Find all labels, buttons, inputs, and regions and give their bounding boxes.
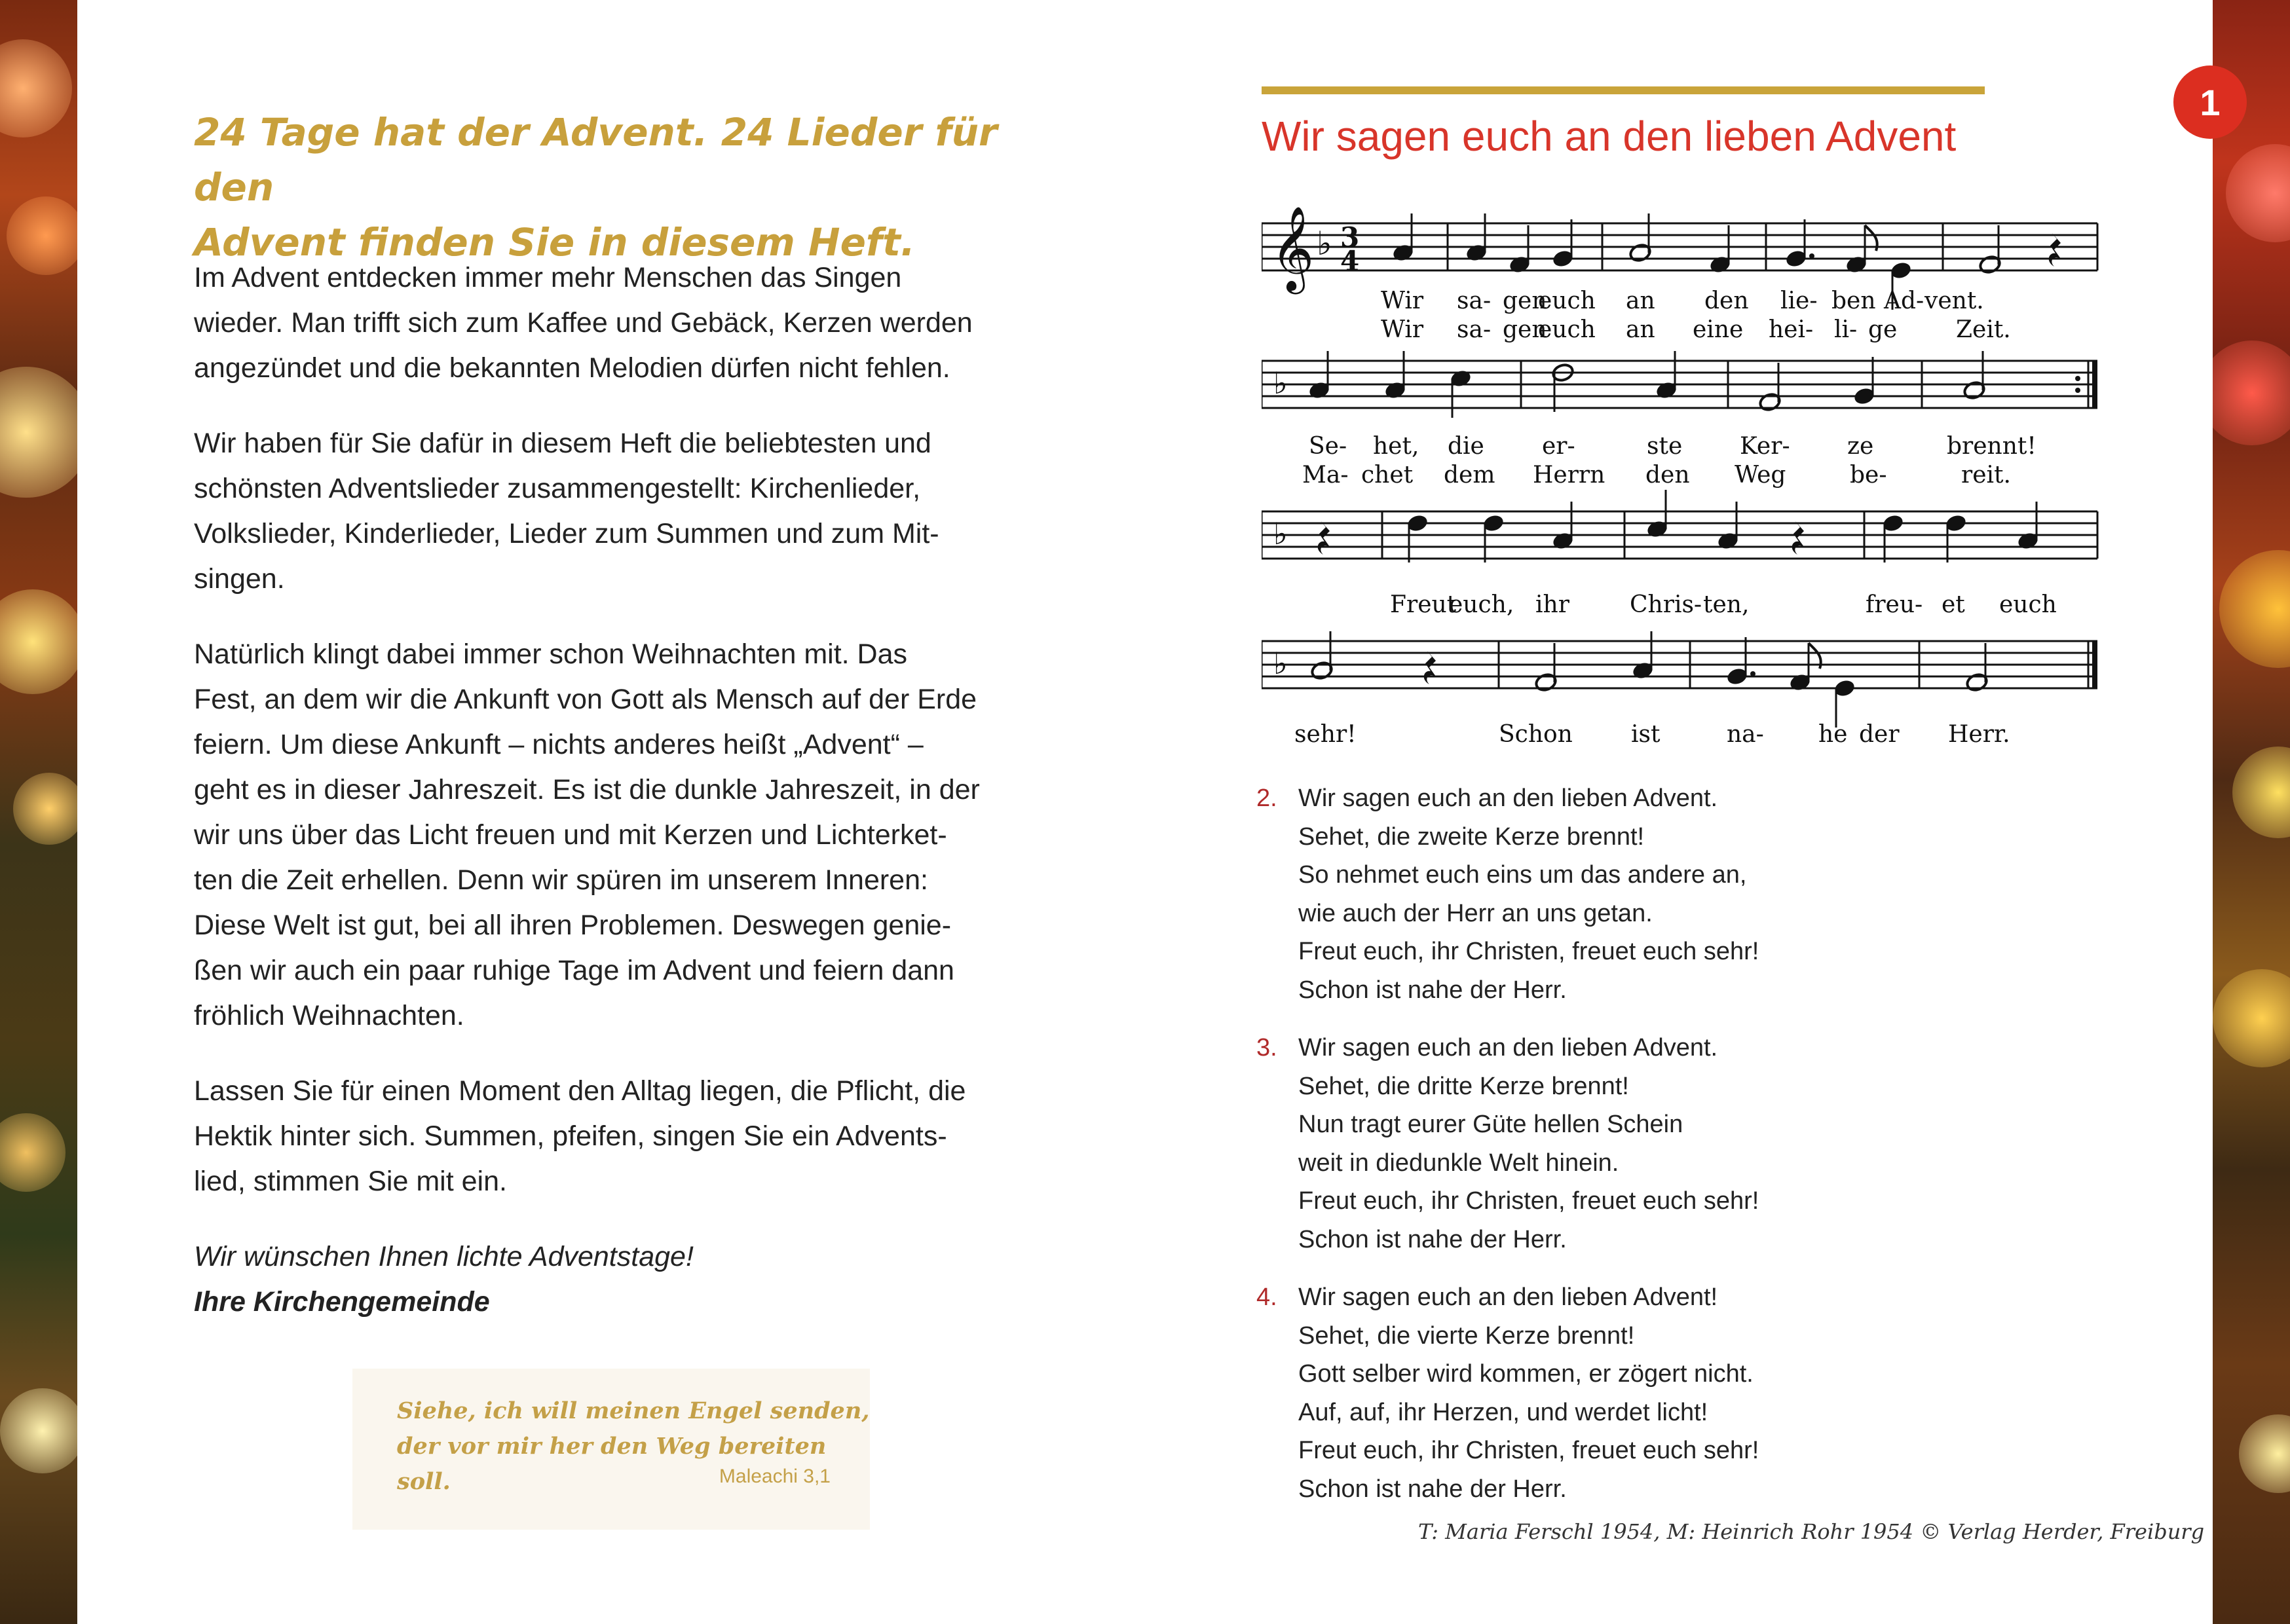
lyric-syllable: Herr. — [1948, 721, 2010, 748]
lyrics-line-1b — [1381, 316, 2011, 343]
verse-line: wie auch der Herr an uns getan. — [1298, 899, 1653, 927]
flat-icon: ♭ — [1317, 225, 1332, 263]
verse-number: 4. — [1256, 1283, 1277, 1311]
notes-staff-3 — [1318, 490, 2040, 563]
bokeh-photo-left — [0, 0, 77, 1624]
lyric-syllable: gen — [1503, 316, 1547, 343]
lyric-syllable: na- — [1727, 721, 1764, 748]
lyric-syllable: euch — [1999, 591, 2057, 618]
lyric-syllable: be- — [1850, 462, 1887, 489]
lyric-syllable: ten, — [1703, 591, 1750, 618]
intro-heading-line: 24 Tage hat der Advent. 24 Lieder für den — [194, 110, 998, 210]
lyric-syllable: ben — [1831, 287, 1876, 314]
lyric-syllable: reit. — [1961, 462, 2011, 489]
lyrics-line-4 — [1294, 721, 2010, 748]
lyric-syllable: die — [1448, 433, 1484, 460]
lyric-syllable: sa- — [1457, 316, 1492, 343]
time-signature-top: 3 — [1340, 221, 1360, 253]
flat-icon: ♭ — [1273, 646, 1288, 681]
verse — [1256, 1278, 1898, 1508]
lyric-syllable: Zeit. — [1956, 316, 2011, 343]
lyric-syllable: het, — [1373, 433, 1419, 460]
verse-line: Schon ist nahe der Herr. — [1298, 1475, 1567, 1503]
lyric-syllable: he — [1818, 721, 1848, 748]
page-number-badge: 1 — [2173, 65, 2247, 139]
lyric-syllable: lie- — [1780, 287, 1818, 314]
verse-line: weit in diedunkle Welt hinein. — [1298, 1149, 1619, 1177]
lyric-syllable: ste — [1647, 433, 1683, 460]
notes-staff-4 — [1310, 631, 1989, 728]
lyric-syllable: an — [1626, 287, 1655, 314]
verse-line: Gott selber wird kommen, er zögert nicht. — [1298, 1360, 1754, 1388]
lyric-syllable: ihr — [1535, 591, 1569, 618]
text-line: schönsten Adventslieder zusammengestellt: Kirchenlieder, — [194, 473, 921, 504]
repeat-bar — [2092, 361, 2097, 408]
verse-line: Sehet, die zweite Kerze brennt! — [1298, 822, 1645, 851]
text-line: feiern. Um diese Ankunft – nichts anderes heißt „Advent“ – — [194, 729, 924, 760]
flat-icon: ♭ — [1273, 516, 1288, 551]
time-signature-bottom: 4 — [1340, 245, 1360, 277]
verse-line: Schon ist nahe der Herr. — [1298, 1225, 1567, 1253]
lyric-syllable: ist — [1631, 721, 1661, 748]
greeting: Wir wünschen Ihnen lichte Adventstage! — [194, 1241, 694, 1272]
flat-icon: ♭ — [1273, 365, 1288, 401]
text-line: Diese Welt ist gut, bei all ihren Problemen. Deswegen genie- — [194, 910, 952, 941]
verse-line: Schon ist nahe der Herr. — [1298, 976, 1567, 1004]
verse-line: Nun tragt eurer Güte hellen Schein — [1298, 1111, 1683, 1138]
text-line: Lassen Sie für einen Moment den Alltag liegen, die Pflicht, die — [194, 1075, 966, 1107]
verse — [1256, 1029, 1898, 1259]
text-line: Natürlich klingt dabei immer schon Weihnachten mit. Das — [194, 638, 908, 670]
text-line: angezündet und die bekannten Melodien dürfen nicht fehlen. — [194, 352, 950, 384]
text-line: lied, stimmen Sie mit ein. — [194, 1166, 507, 1197]
lyric-syllable: vent. — [1924, 287, 1984, 314]
verse-line: Sehet, die vierte Kerze brennt! — [1298, 1321, 1635, 1350]
intro-heading — [194, 105, 1045, 270]
lyric-syllable: chet — [1361, 462, 1414, 489]
verse-line: Wir sagen euch an den lieben Advent! — [1298, 1283, 1718, 1311]
verse-number: 2. — [1256, 784, 1277, 812]
text-line: geht es in dieser Jahreszeit. Es ist die dunkle Jahreszeit, in der — [194, 774, 980, 805]
verse-line: Freut euch, ihr Christen, freuet euch sehr! — [1298, 1187, 1759, 1215]
text-line: wieder. Man trifft sich zum Kaffee und Gebäck, Kerzen werden — [194, 307, 973, 339]
intro-page — [77, 0, 1178, 1624]
text-line: Fest, an dem wir die Ankunft von Gott als Mensch auf der Erde — [194, 684, 977, 715]
verse-line: Freut euch, ihr Christen, freuet euch sehr! — [1298, 1437, 1759, 1464]
bible-quote-box — [352, 1369, 870, 1530]
verse-line: So nehmet euch eins um das andere an, — [1298, 861, 1747, 889]
intro-heading-line: Advent finden Sie in diesem Heft. — [194, 220, 915, 265]
text-line: Hektik hinter sich. Summen, pfeifen, singen Sie ein Advents- — [194, 1120, 947, 1152]
lyric-syllable: der — [1859, 721, 1900, 748]
intro-paragraph — [194, 421, 1045, 602]
lyric-syllable: et — [1942, 591, 1965, 618]
lyric-syllable: sehr! — [1294, 721, 1357, 748]
lyric-syllable: den — [1704, 287, 1749, 314]
lyric-syllable: gen — [1503, 287, 1547, 314]
verse-line: Wir sagen euch an den lieben Advent. — [1298, 1034, 1718, 1061]
sheet-music — [1262, 200, 2113, 763]
lyric-syllable: hei- — [1769, 316, 1814, 343]
lyric-syllable: Ma- — [1302, 462, 1349, 489]
lyric-syllable: eine — [1693, 316, 1744, 343]
lyric-syllable: sa- — [1457, 287, 1492, 314]
lyrics-line-3 — [1390, 591, 2057, 618]
verse-line: Wir sagen euch an den lieben Advent. — [1298, 784, 1718, 812]
quote-source: Maleachi 3,1 — [719, 1466, 831, 1487]
song-credits: T: Maria Ferschl 1954, M: Heinrich Rohr 1954 © Verlag Herder, Freiburg — [1418, 1519, 2205, 1544]
text-line: wir uns über das Licht freuen und mit Kerzen und Lichterket- — [194, 819, 947, 851]
lyric-syllable: Ker- — [1740, 433, 1790, 460]
final-bar — [2092, 641, 2097, 688]
text-line: ten die Zeit erhellen. Denn wir spüren im unserem Inneren: — [194, 864, 928, 896]
verses — [1256, 779, 1898, 1528]
song-title: Wir sagen euch an den lieben Advent — [1262, 113, 1957, 160]
signature: Ihre Kirchengemeinde — [194, 1286, 490, 1318]
verse — [1256, 779, 1898, 1009]
staff-1 — [1262, 223, 2097, 270]
lyric-syllable: li- — [1834, 316, 1858, 343]
intro-paragraph — [194, 632, 1045, 1039]
text-line: Volkslieder, Kinderlieder, Lieder zum Summen und zum Mit- — [194, 518, 939, 549]
lyrics-line-2a — [1309, 433, 2037, 460]
lyric-syllable: Ad- — [1884, 287, 1924, 314]
verse-line: Freut euch, ihr Christen, freuet euch sehr! — [1298, 938, 1759, 965]
text-line: Wir haben für Sie dafür in diesem Heft die beliebtesten und — [194, 428, 931, 459]
text-line: ßen wir auch ein paar ruhige Tage im Advent und feiern dann — [194, 955, 954, 986]
verse-line: Auf, auf, ihr Herzen, und werdet licht! — [1298, 1398, 1708, 1426]
lyric-syllable: den — [1645, 462, 1690, 489]
text-line: fröhlich Weihnachten. — [194, 1000, 464, 1031]
bokeh-photo-right — [2213, 0, 2290, 1624]
text-line: Im Advent entdecken immer mehr Menschen das Singen — [194, 262, 902, 293]
lyric-syllable: Schon — [1499, 721, 1573, 748]
verse-number: 3. — [1256, 1034, 1277, 1061]
lyric-syllable: an — [1626, 316, 1655, 343]
lyrics-line-2b — [1302, 462, 2011, 489]
lyric-syllable: brennt! — [1947, 433, 2037, 460]
lyric-syllable: Wir — [1381, 316, 1424, 343]
lyric-syllable: euch — [1538, 316, 1596, 343]
lyric-syllable: freu- — [1866, 591, 1923, 618]
text-line: singen. — [194, 563, 285, 595]
lyric-syllable: Herrn — [1533, 462, 1605, 489]
lyric-syllable: er- — [1542, 433, 1575, 460]
lyrics-line-1a — [1381, 287, 1984, 314]
lyric-syllable: Chris- — [1630, 591, 1702, 618]
staff-4 — [1262, 641, 2097, 688]
lyric-syllable: Freut — [1390, 591, 1457, 618]
treble-clef-icon: 𝄞 — [1271, 206, 1315, 291]
intro-paragraph — [194, 255, 1045, 391]
intro-paragraph — [194, 1069, 1045, 1204]
lyric-syllable: dem — [1444, 462, 1495, 489]
lyric-syllable: euch — [1538, 287, 1596, 314]
lyric-syllable: euch, — [1449, 591, 1514, 618]
intro-body — [194, 255, 1045, 1355]
lyric-syllable: ze — [1847, 433, 1874, 460]
quote-line: Siehe, ich will meinen Engel senden, — [397, 1397, 870, 1424]
intro-closing — [194, 1234, 1045, 1325]
verse-line: Sehet, die dritte Kerze brennt! — [1298, 1072, 1629, 1100]
lyric-syllable: Wir — [1381, 287, 1424, 314]
quote-line: der vor mir her den Weg bereiten soll. — [397, 1433, 827, 1495]
lyric-syllable: Weg — [1735, 462, 1786, 489]
lyric-syllable: ge — [1868, 316, 1898, 343]
staff-3 — [1262, 511, 2097, 559]
title-rule — [1262, 86, 1985, 94]
lyric-syllable: Se- — [1309, 433, 1347, 460]
